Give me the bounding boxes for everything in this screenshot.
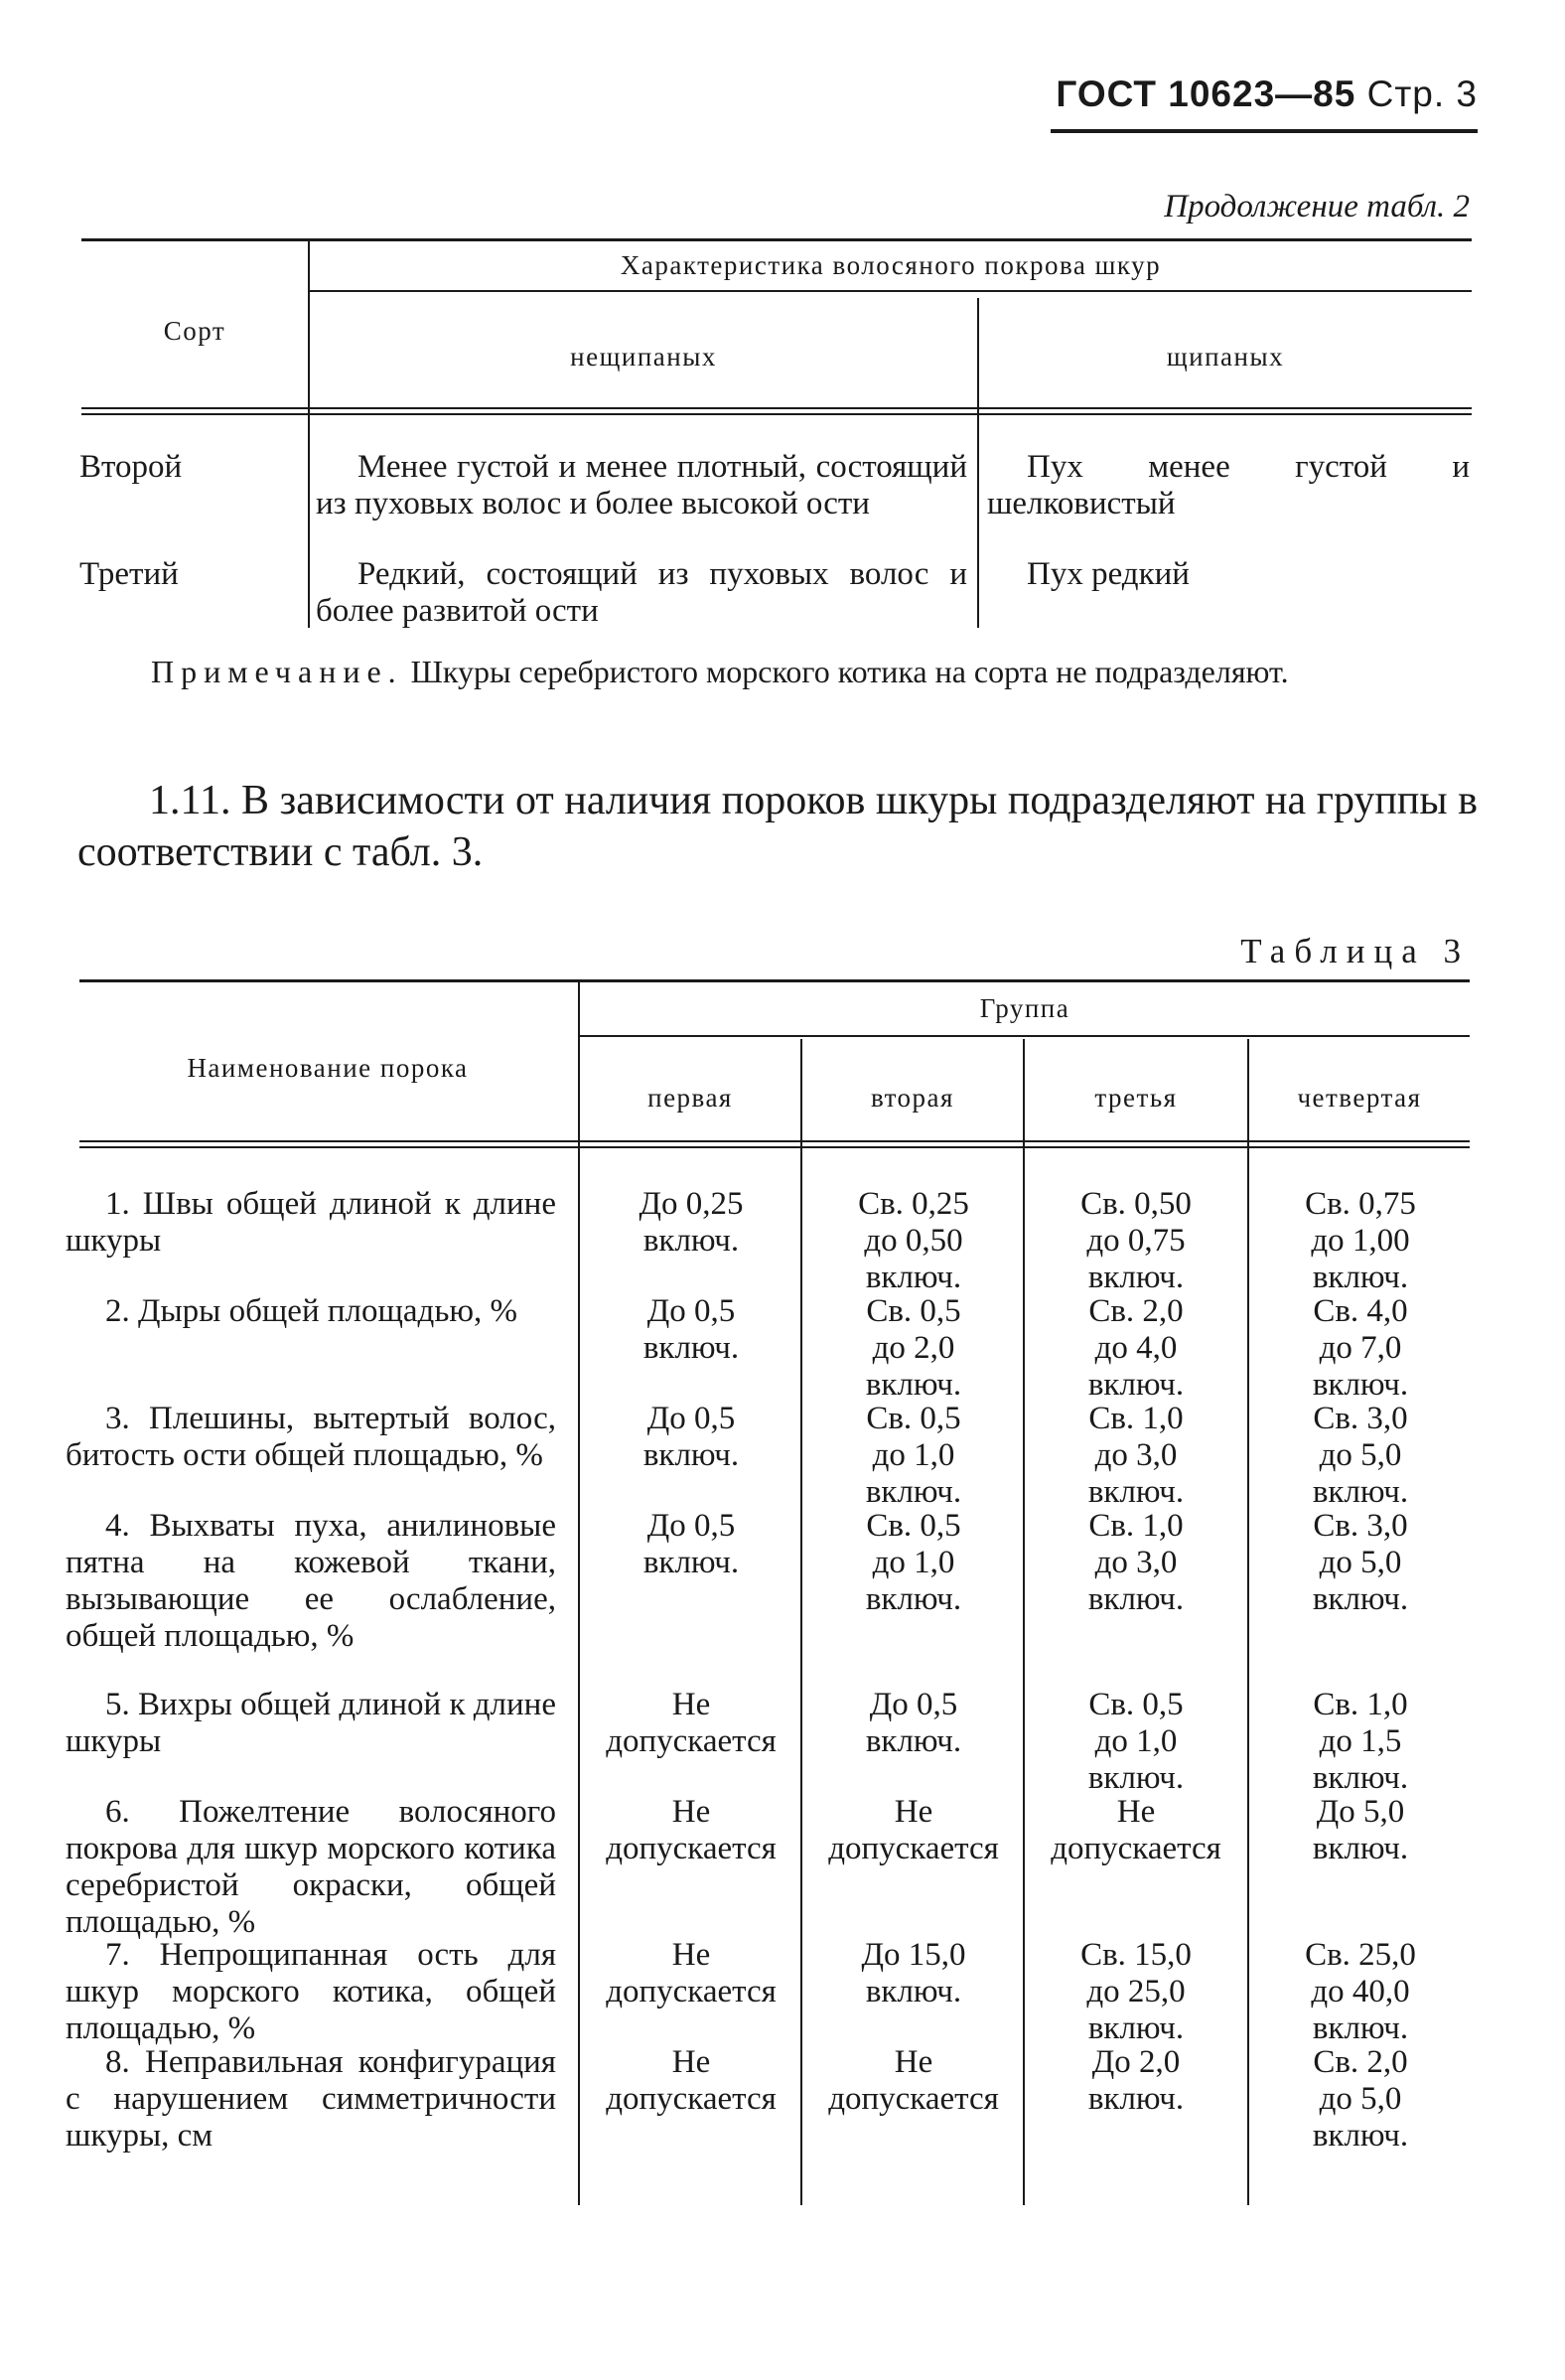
table3-row5-g2: До 0,5 включ. [865, 1687, 962, 1759]
table3-row6-g2: Не допускается [828, 1794, 999, 1866]
table3-row6-g4: До 5,0 включ. [1312, 1794, 1409, 1866]
table3-row7-g2: До 15,0 включ. [861, 1937, 966, 2009]
table3-row1-g3: Св. 0,50 до 0,75 включ. [1080, 1186, 1192, 1295]
table3-row1-g4: Св. 0,75 до 1,00 включ. [1305, 1186, 1416, 1295]
table3-row8-g3: До 2,0 включ. [1087, 2044, 1185, 2117]
table3-row7-g4: Св. 25,0 до 40,0 включ. [1305, 1937, 1416, 2046]
table3-row2-name: 2. Дыры общей площадью, % [105, 1293, 518, 1329]
table2-row2-unplucked: Редкий, состоящий из пуховых волос и более развитой ости [316, 556, 967, 629]
page-number: Стр. 3 [1366, 74, 1478, 114]
table3-row4-g3: Св. 1,0 до 3,0 включ. [1087, 1508, 1185, 1617]
table3-group-4: четвертая [1297, 1083, 1422, 1113]
table3-row2-g2: Св. 0,5 до 2,0 включ. [865, 1293, 962, 1403]
table2-row1-plucked: Пух менее густой и шелковистый [987, 449, 1470, 521]
table3-col-name: Наименование порока [187, 1053, 469, 1083]
table3-row3-g4: Св. 3,0 до 5,0 включ. [1312, 1401, 1409, 1510]
table3-row6-name: 6. Пожелтение волосяного покрова для шкур морского котика серебристой окраски, общей площадью, % [66, 1794, 556, 1940]
note-text: Шкуры серебристого морского котика на сорта не подразделяют. [410, 654, 1289, 689]
table3-row4-name: 4. Выхваты пуха, анилиновые пятна на кожевой ткани, вызывающие ее ослабление, общей площадью, % [66, 1508, 556, 1654]
table3-row7-g1: Не допускается [606, 1937, 777, 2009]
table3-row2-g4: Св. 4,0 до 7,0 включ. [1312, 1293, 1409, 1403]
table2-row2-plucked: Пух редкий [1027, 556, 1190, 592]
table3-row6-g3: Не допускается [1051, 1794, 1221, 1866]
table3-row7-g3: Св. 15,0 до 25,0 включ. [1080, 1937, 1192, 2046]
table3-row1-g2: Св. 0,25 до 0,50 включ. [858, 1186, 969, 1295]
table3-row3-g2: Св. 0,5 до 1,0 включ. [865, 1401, 962, 1510]
table3-group-3: третья [1094, 1083, 1178, 1113]
table3-row1-name: 1. Швы общей длиной к длине шкуры [66, 1186, 556, 1259]
table3-title: Таблица 3 [1240, 932, 1470, 970]
table2-row2-sort: Третий [79, 556, 179, 592]
table3-row6-g1: Не допускается [606, 1794, 777, 1866]
table2-note [79, 654, 1470, 690]
table3-row1-g1: До 0,25 включ. [639, 1186, 744, 1259]
table2-row1-unplucked: Менее густой и менее плотный, состоящий из пуховых волос и более высокой ости [316, 449, 967, 521]
table3-group-1: первая [647, 1083, 733, 1113]
table3-row5-g4: Св. 1,0 до 1,5 включ. [1312, 1687, 1409, 1796]
table3-col-group: Группа [979, 993, 1070, 1023]
table2-col-group: Характеристика волосяного покрова шкур [620, 250, 1162, 280]
table3-row4-g1: До 0,5 включ. [642, 1508, 740, 1580]
table3-row8-g2: Не допускается [828, 2044, 999, 2117]
paragraph-1-11: 1.11. В зависимости от наличия пороков шкуры подразделяют на группы в соответствии с табл. 3. [77, 778, 1478, 875]
table3-row8-name: 8. Неправильная конфигурация с нарушением симметричности шкуры, см [66, 2044, 556, 2154]
table2-continuation-label: Продолжение табл. 2 [1164, 189, 1470, 224]
table2-col-unplucked: нещипаных [570, 342, 717, 372]
table3-row5-g1: Не допускается [606, 1687, 777, 1759]
table3-group-2: вторая [871, 1083, 954, 1113]
page-header [1056, 74, 1478, 115]
note-label: Примечание. [151, 654, 403, 689]
table2-col-sort: Сорт [163, 316, 226, 346]
table3-row3-name: 3. Плешины, вытертый волос, битость ости общей площадью, % [66, 1401, 556, 1473]
header-rule [1051, 129, 1478, 133]
table3-row5-g3: Св. 0,5 до 1,0 включ. [1087, 1687, 1185, 1796]
gost-number: ГОСТ 10623—85 [1056, 74, 1356, 114]
table3-row4-g2: Св. 0,5 до 1,0 включ. [865, 1508, 962, 1617]
table3-row8-g4: Св. 2,0 до 5,0 включ. [1312, 2044, 1409, 2154]
table2-col-plucked: щипаных [1166, 342, 1285, 372]
table3-row8-g1: Не допускается [606, 2044, 777, 2117]
table3-row3-g1: До 0,5 включ. [642, 1401, 740, 1473]
table3-row2-g1: До 0,5 включ. [642, 1293, 740, 1366]
table3-row5-name: 5. Вихры общей длиной к длине шкуры [66, 1687, 556, 1759]
table3-row7-name: 7. Непрощипанная ость для шкур морского котика, общей площадью, % [66, 1937, 556, 2046]
table3-row3-g3: Св. 1,0 до 3,0 включ. [1087, 1401, 1185, 1510]
table3-row2-g3: Св. 2,0 до 4,0 включ. [1087, 1293, 1185, 1403]
table2-row1-sort: Второй [79, 449, 183, 485]
table3-row4-g4: Св. 3,0 до 5,0 включ. [1312, 1508, 1409, 1617]
